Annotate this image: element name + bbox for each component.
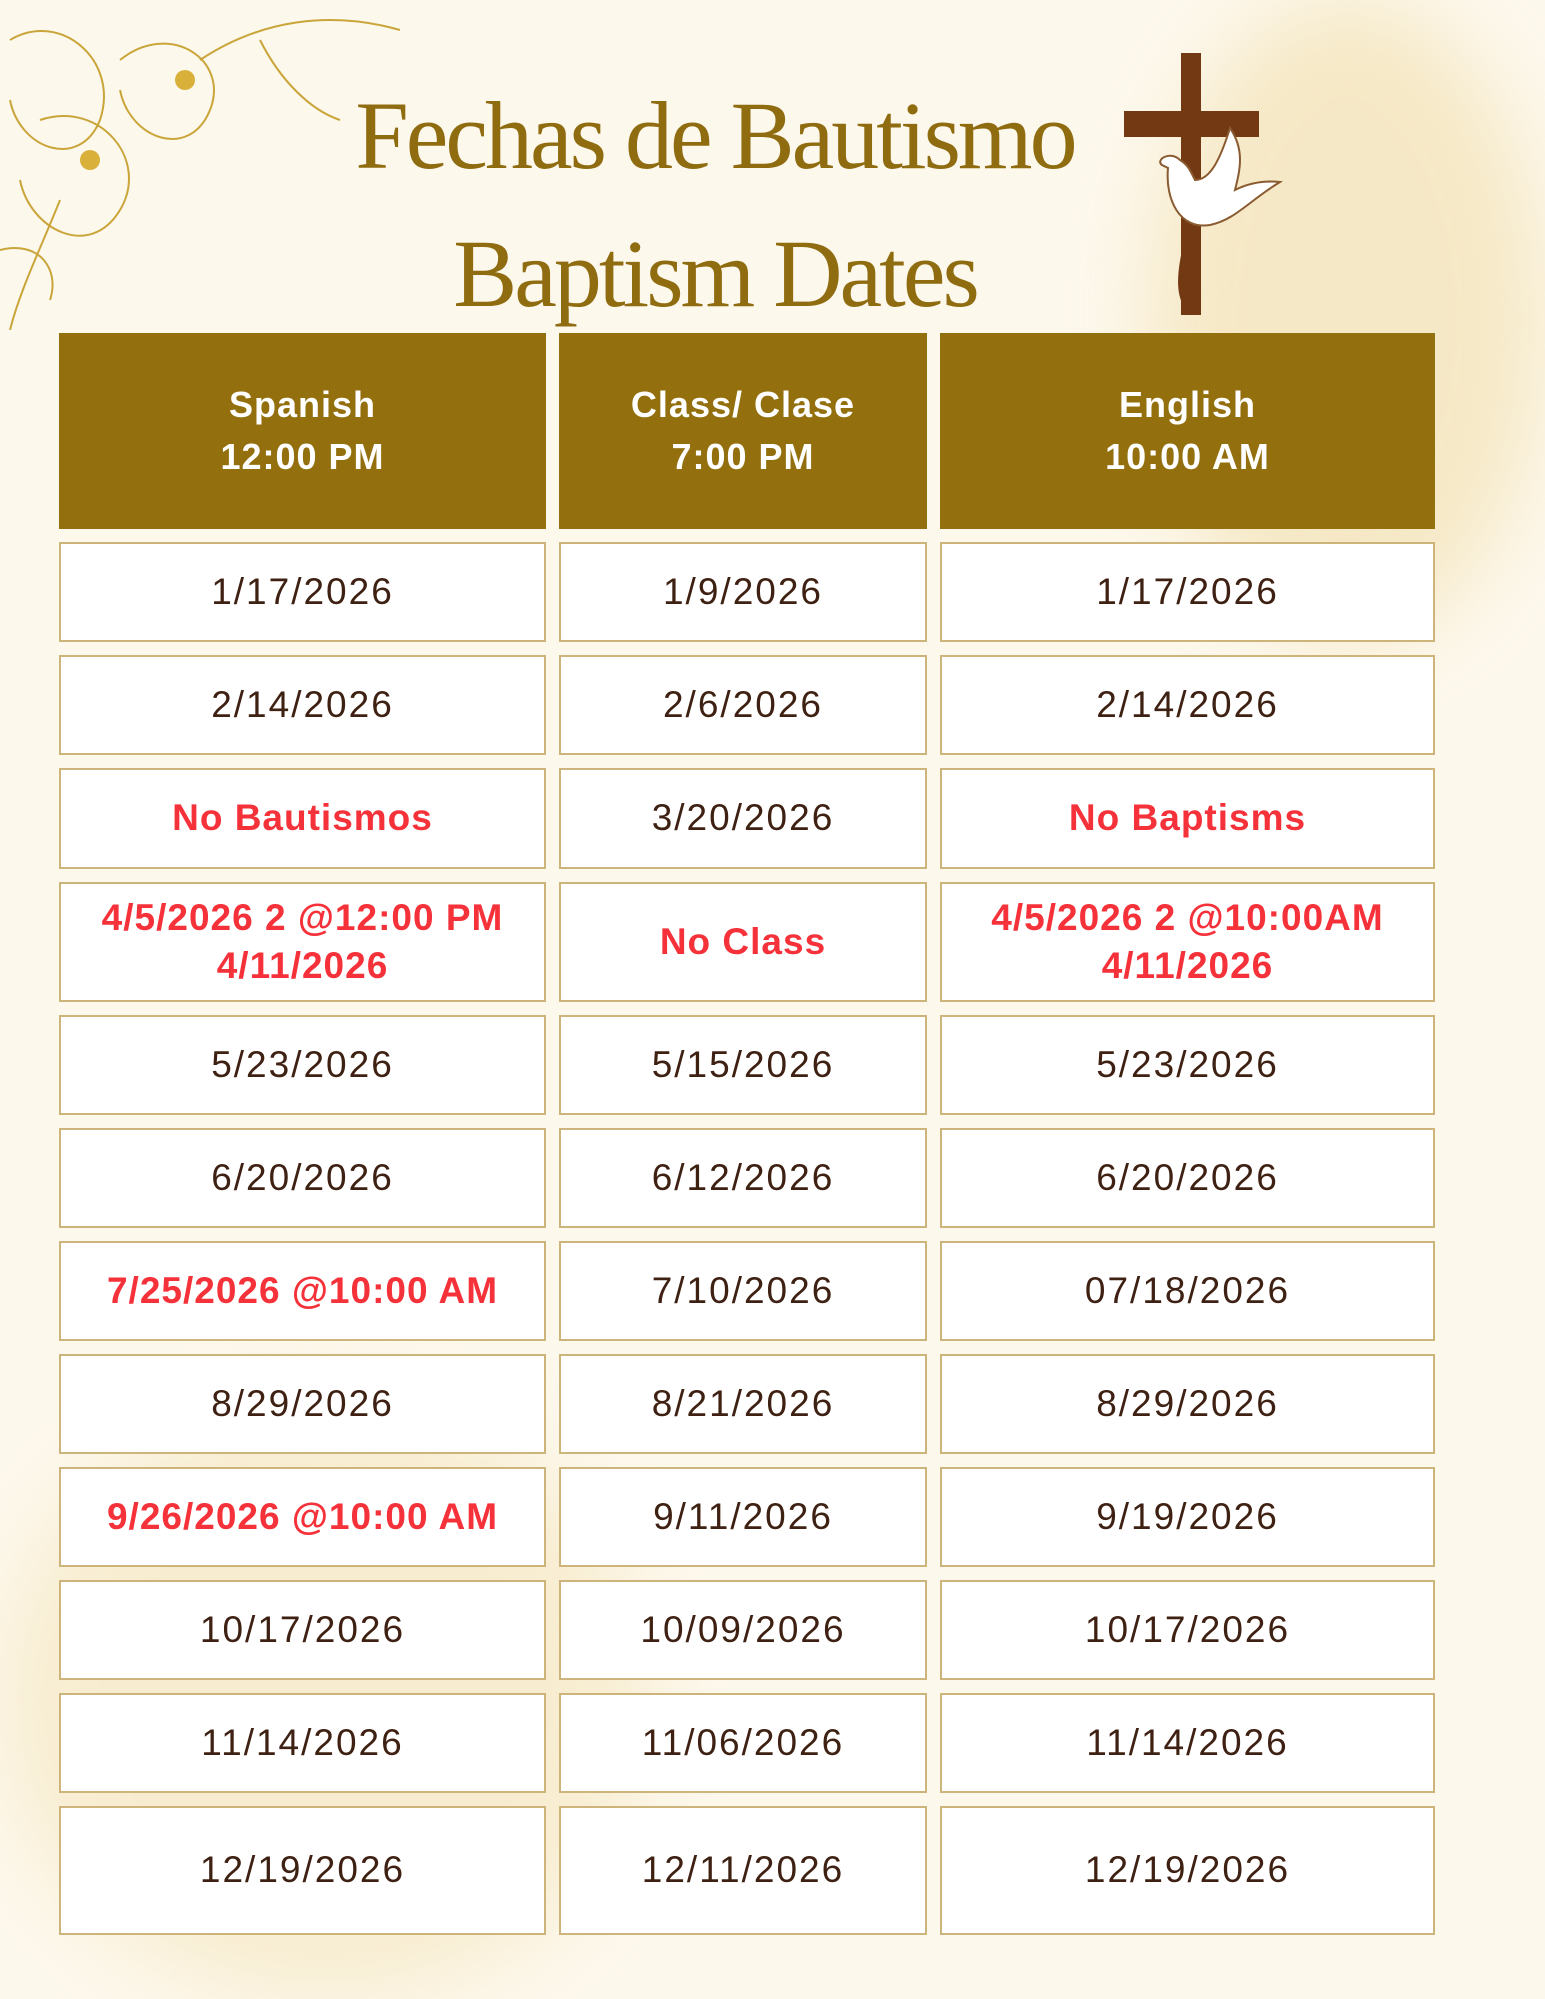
cell-text: 12/19/2026 — [199, 1849, 406, 1891]
header-english — [940, 333, 1435, 529]
cell-spanish-date — [59, 1015, 546, 1115]
cell-text: 6/20/2026 — [1096, 1156, 1279, 1198]
cell-spanish-date — [59, 542, 546, 642]
cell-text: 1/17/2026 — [211, 570, 394, 612]
cell-text: 1/17/2026 — [1096, 570, 1279, 612]
cell-class-date — [559, 1580, 927, 1680]
cell-text: No Class — [659, 920, 827, 962]
cell-class-date — [559, 655, 927, 755]
cell-text: 5/23/2026 — [211, 1043, 394, 1085]
cell-text: No Bautismos — [172, 797, 433, 839]
cell-text: 2/14/2026 — [211, 683, 394, 725]
cell-text: 07/18/2026 — [1084, 1269, 1291, 1311]
cell-text: 12/19/2026 — [1084, 1849, 1291, 1891]
cell-class-date — [559, 1354, 927, 1454]
header-time: 12:00 PM — [220, 436, 385, 477]
cell-english-date — [940, 768, 1435, 869]
cell-english-date — [940, 655, 1435, 755]
header-label: English — [1118, 383, 1256, 425]
cell-english-date — [940, 1128, 1435, 1228]
table-row — [59, 1693, 1435, 1793]
table-row — [59, 882, 1435, 1002]
cell-spanish-date — [59, 1806, 546, 1935]
cell-text: 7/25/2026 @10:00 AM — [106, 1269, 499, 1311]
cell-class-date — [559, 1241, 927, 1341]
header-label: Class/ Clase — [630, 383, 856, 425]
cell-spanish-date — [59, 1693, 546, 1793]
table-row — [59, 1354, 1435, 1454]
table-row — [59, 1467, 1435, 1567]
cell-text: 6/20/2026 — [211, 1156, 394, 1198]
cell-class-date — [559, 1806, 927, 1935]
header-class — [559, 333, 927, 529]
title-english-text: Baptism Dates — [453, 220, 977, 327]
title-spanish-text: Fechas de Bautismo — [355, 82, 1075, 189]
cell-text: 11/14/2026 — [1086, 1721, 1289, 1763]
table-row — [59, 542, 1435, 642]
cell-text: 1/9/2026 — [662, 570, 824, 612]
cell-text: 3/20/2026 — [651, 797, 835, 839]
cell-text: 8/29/2026 — [1096, 1382, 1279, 1424]
table-row — [59, 768, 1435, 869]
cell-spanish-date — [59, 768, 546, 869]
table-row — [59, 655, 1435, 755]
cell-class-date — [559, 882, 927, 1002]
cell-text: 10/17/2026 — [1084, 1608, 1291, 1650]
dove-icon — [1150, 120, 1290, 320]
cell-spanish-date — [59, 1128, 546, 1228]
cell-class-date — [559, 542, 927, 642]
cell-class-date — [559, 1128, 927, 1228]
cell-class-date — [559, 768, 927, 869]
baptism-dates-table — [59, 333, 1435, 1948]
cell-spanish-date — [59, 1467, 546, 1567]
table-row — [59, 1580, 1435, 1680]
cell-english-date — [940, 1241, 1435, 1341]
header-time: 10:00 AM — [1105, 436, 1270, 477]
cell-english-date — [940, 1693, 1435, 1793]
cell-text: 5/15/2026 — [651, 1043, 835, 1085]
cell-text: 10/09/2026 — [640, 1608, 846, 1650]
cell-spanish-date — [59, 1580, 546, 1680]
cell-text: 4/5/2026 2 @10:00AM 4/11/2026 — [991, 896, 1384, 986]
table-row — [59, 1806, 1435, 1935]
cell-english-date — [940, 1354, 1435, 1454]
cell-text: 9/19/2026 — [1096, 1495, 1279, 1537]
header-spanish — [59, 333, 546, 529]
cell-spanish-date — [59, 882, 546, 1002]
table-row — [59, 1241, 1435, 1341]
cell-text: 8/21/2026 — [651, 1382, 835, 1424]
cell-text: 7/10/2026 — [651, 1269, 835, 1311]
cell-text: 2/14/2026 — [1096, 683, 1279, 725]
cell-spanish-date — [59, 1354, 546, 1454]
cell-english-date — [940, 1806, 1435, 1935]
cell-text: 12/11/2026 — [641, 1849, 845, 1891]
cell-text: 5/23/2026 — [1096, 1043, 1279, 1085]
cell-text: 6/12/2026 — [651, 1156, 835, 1198]
header-label: Spanish — [228, 383, 376, 425]
cell-english-date — [940, 542, 1435, 642]
cell-spanish-date — [59, 1241, 546, 1341]
cell-spanish-date — [59, 655, 546, 755]
cell-text: 11/14/2026 — [201, 1721, 404, 1763]
cell-class-date — [559, 1693, 927, 1793]
cell-english-date — [940, 1015, 1435, 1115]
cell-class-date — [559, 1015, 927, 1115]
cell-text: 2/6/2026 — [662, 683, 824, 725]
cell-text: No Baptisms — [1068, 797, 1307, 839]
table-header-row — [59, 333, 1435, 529]
cell-english-date — [940, 1580, 1435, 1680]
cell-text: 9/11/2026 — [653, 1495, 833, 1537]
cell-text: 11/06/2026 — [641, 1721, 845, 1763]
cell-text: 9/26/2026 @10:00 AM — [106, 1495, 499, 1537]
table-row — [59, 1015, 1435, 1115]
cell-text: 10/17/2026 — [199, 1608, 406, 1650]
cell-text: 8/29/2026 — [211, 1382, 394, 1424]
cell-english-date — [940, 882, 1435, 1002]
cell-english-date — [940, 1467, 1435, 1567]
table-row — [59, 1128, 1435, 1228]
cell-class-date — [559, 1467, 927, 1567]
header-time: 7:00 PM — [671, 436, 815, 477]
cell-text: 4/5/2026 2 @12:00 PM 4/11/2026 — [101, 896, 504, 986]
